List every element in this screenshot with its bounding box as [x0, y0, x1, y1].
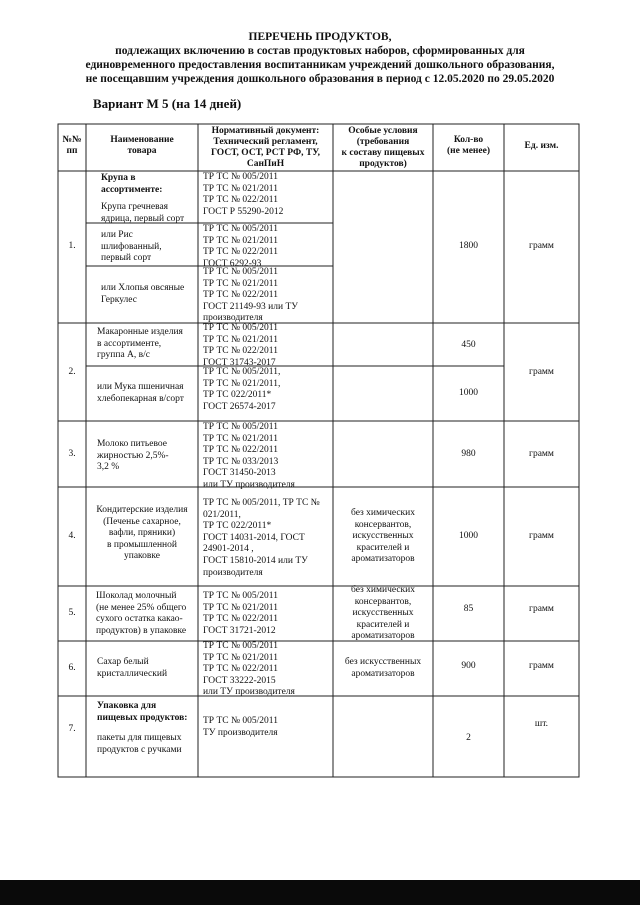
- row-2-item-2-quantity: 1000: [459, 388, 478, 398]
- row-2-number: 2.: [68, 367, 76, 377]
- row-1-quantity: 1800: [459, 241, 478, 251]
- row-1-item-3-name: или Хлопья овсяные Геркулес: [101, 283, 185, 305]
- row-1-item-1-document: ТР ТС № 005/2011 ТР ТС № 021/2011 ТР ТС № 022/2011 ГОСТ Р 55290-2012: [203, 172, 284, 217]
- doc-subtitle-3: не посещавшим учреждения дошкольного образования в период с 12.05.2020 по 29.05.2020: [85, 73, 555, 85]
- row-6-unit: грамм: [529, 661, 554, 671]
- row-6-name: Сахар белый кристаллический: [97, 657, 168, 679]
- row-1-name-heading: Крупа в ассортименте:: [101, 173, 163, 195]
- row-4-number: 4.: [68, 531, 76, 541]
- row-5-number: 5.: [68, 608, 76, 618]
- row-4-document: ТР ТС № 005/2011, ТР ТС № 021/2011, ТР ТС 022/2011* ГОСТ 14031-2014, ГОСТ 24901-2014 , ГОСТ 15810-2014 или ТУ производителя: [203, 498, 320, 578]
- row-7-document: ТР ТС № 005/2011 ТУ производителя: [203, 716, 278, 738]
- col-header-quantity: Кол-во (не менее): [447, 135, 490, 156]
- row-4-name: Кондитерские изделия (Печенье сахарное, вафли, пряники) в промышленной упаковке: [96, 505, 188, 562]
- col-header-conditions: Особые условия (требования к составу пищевых продуктов): [341, 126, 425, 169]
- row-3-unit: грамм: [529, 449, 554, 459]
- row-1-item-3-document: ТР ТС № 005/2011 ТР ТС № 021/2011 ТР ТС № 022/2011 ГОСТ 21149-93 или ТУ производителя: [203, 267, 298, 324]
- row-5-document: ТР ТС № 005/2011 ТР ТС № 021/2011 ТР ТС № 022/2011 ГОСТ 31721-2012: [203, 591, 278, 636]
- row-1-item-2-document: ТР ТС № 005/2011 ТР ТС № 021/2011 ТР ТС № 022/2011 ГОСТ 6292-93: [203, 224, 278, 269]
- row-5-quantity: 85: [463, 604, 474, 614]
- row-7-name: пакеты для пищевых продуктов с ручками: [97, 733, 182, 755]
- row-2-item-1-name: Макаронные изделия в ассортименте, группа А, в/с: [97, 327, 183, 361]
- scan-bottom-edge: [0, 880, 640, 905]
- col-header-unit: Ед. изм.: [524, 141, 559, 151]
- row-2-item-1-quantity: 450: [461, 340, 476, 350]
- row-3-number: 3.: [68, 449, 76, 459]
- doc-subtitle-1: подлежащих включению в состав продуктовых наборов, сформированных для: [115, 45, 525, 57]
- row-6-quantity: 900: [461, 661, 476, 671]
- doc-subtitle-2: единовременного предоставления воспитанникам учреждений дошкольного образования,: [85, 59, 555, 71]
- col-header-name: Наименование товара: [110, 135, 174, 156]
- row-1-item-2-name: или Рис шлифованный, первый сорт: [101, 230, 162, 264]
- row-4-quantity: 1000: [459, 531, 478, 541]
- row-7-quantity: 2: [466, 733, 471, 743]
- row-6-document: ТР ТС № 005/2011 ТР ТС № 021/2011 ТР ТС № 022/2011 ГОСТ 33222-2015 или ТУ производителя: [203, 641, 295, 698]
- col-header-number: №№ пп: [62, 135, 82, 156]
- row-1-unit: грамм: [529, 241, 554, 251]
- row-5-unit: грамм: [529, 604, 554, 614]
- row-4-unit: грамм: [529, 531, 554, 541]
- row-7-unit: шт.: [534, 719, 549, 729]
- row-2-item-2-document: ТР ТС № 005/2011, ТР ТС № 021/2011, ТР ТС 022/2011* ГОСТ 26574-2017: [203, 367, 281, 412]
- row-1-number: 1.: [68, 241, 76, 251]
- row-2-item-1-document: ТР ТС № 005/2011 ТР ТС № 021/2011 ТР ТС № 022/2011 ГОСТ 31743-2017: [203, 323, 278, 368]
- row-3-document: ТР ТС № 005/2011 ТР ТС № 021/2011 ТР ТС № 022/2011 ТР ТС № 033/2013 ГОСТ 31450-2013 или ТУ производителя: [203, 422, 295, 490]
- row-6-number: 6.: [68, 663, 76, 673]
- row-5-name: Шоколад молочный (не менее 25% общего сухого остатка какао- продуктов) в упаковке: [96, 591, 187, 636]
- col-header-document: Нормативный документ: Технический регламент, ГОСТ, ОСТ, РСТ РФ, ТУ, СанПиН: [211, 126, 320, 169]
- row-2-unit: грамм: [529, 367, 554, 377]
- row-5-conditions: без химических консервантов, искусственных красителей и ароматизаторов: [351, 585, 415, 642]
- row-3-name: Молоко питьевое жирностью 2,5%- 3,2 %: [97, 439, 169, 473]
- row-2-item-2-name: или Мука пшеничная хлебопекарная в/сорт: [97, 382, 184, 404]
- doc-title: ПЕРЕЧЕНЬ ПРОДУКТОВ,: [248, 31, 392, 43]
- row-1-item-1-name: Крупа гречневая ядрица, первый сорт: [101, 202, 185, 224]
- row-7-name-heading: Упаковка для пищевых продуктов:: [97, 701, 188, 723]
- variant-heading: Вариант М 5 (на 14 дней): [93, 96, 242, 111]
- row-6-conditions: без искусственных ароматизаторов: [344, 657, 422, 679]
- row-4-conditions: без химических консервантов, искусственных красителей и ароматизаторов: [351, 508, 415, 565]
- row-3-quantity: 980: [461, 449, 476, 459]
- row-7-number: 7.: [68, 724, 76, 734]
